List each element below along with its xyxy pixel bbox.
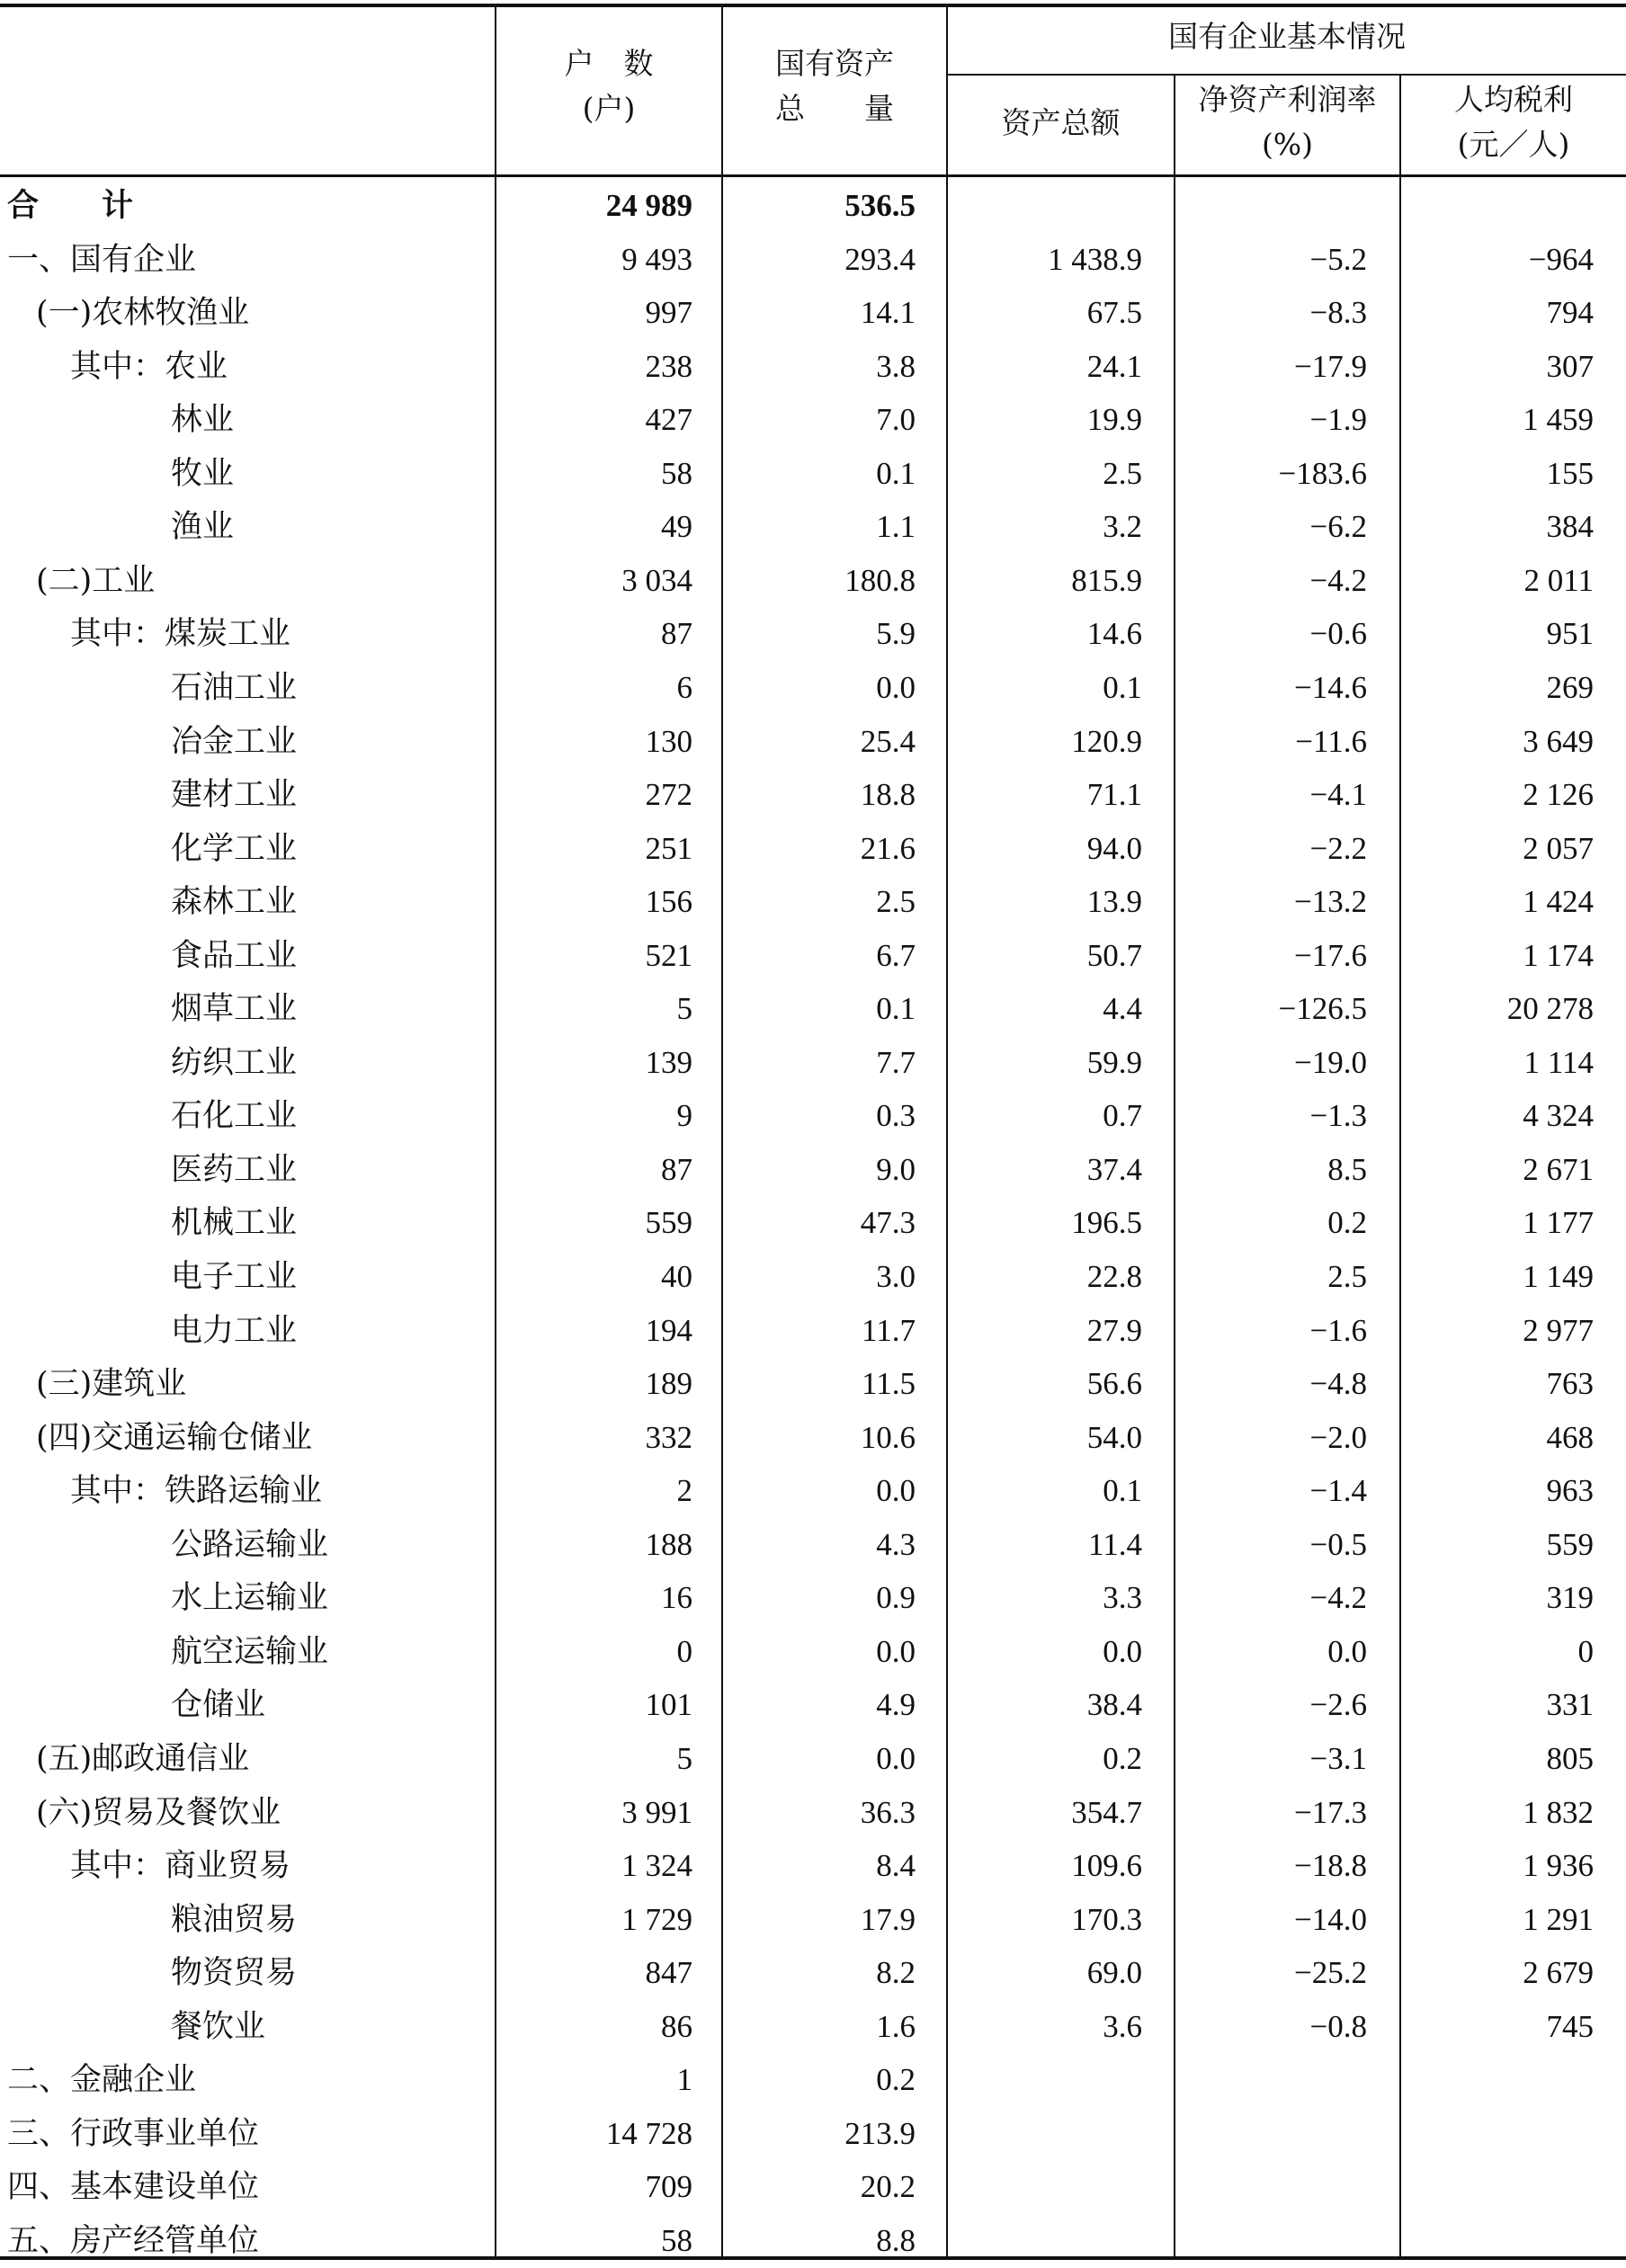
- cell-profit-rate: −0.5: [1309, 1527, 1367, 1562]
- cell-total-assets: 196.5: [1071, 1205, 1142, 1240]
- cell-total-assets: 67.5: [1086, 295, 1142, 330]
- table-row: [0, 286, 1626, 340]
- cell-tax-per-capita: 384: [1546, 509, 1594, 544]
- cell-households: 2: [676, 1473, 692, 1508]
- cell-profit-rate: −4.2: [1309, 563, 1367, 598]
- header-households-line1: 户 数: [564, 46, 654, 81]
- cell-households: 251: [645, 831, 692, 866]
- top-rule: [0, 4, 1626, 7]
- row-label: (六)贸易及餐饮业: [36, 1795, 281, 1831]
- cell-total-assets: [944, 2214, 1142, 2268]
- cell-profit-rate: −2.2: [1309, 831, 1367, 866]
- cell-households: 58: [661, 2223, 692, 2258]
- cell-state-assets: 4.3: [876, 1527, 916, 1562]
- cell-state-assets: 25.4: [860, 724, 916, 759]
- cell-profit-rate: −17.6: [1294, 938, 1367, 973]
- cell-total-assets: 38.4: [1086, 1687, 1142, 1722]
- row-label: 化学工业: [171, 831, 298, 867]
- row-label: 烟草工业: [171, 991, 298, 1027]
- cell-total-assets: [944, 2107, 1142, 2161]
- table-row: [0, 768, 1626, 822]
- cell-households: 3 034: [621, 563, 692, 598]
- cell-households: 9: [676, 1098, 692, 1133]
- cell-state-assets: 1.1: [876, 509, 916, 544]
- cell-households: 559: [645, 1205, 692, 1240]
- cell-state-assets: 0.0: [876, 670, 916, 705]
- cell-households: 14 728: [605, 2116, 692, 2151]
- cell-state-assets: 2.5: [876, 884, 916, 919]
- cell-total-assets: 13.9: [1086, 884, 1142, 919]
- cell-tax-per-capita: 155: [1546, 456, 1594, 491]
- cell-state-assets: 3.0: [876, 1259, 916, 1294]
- cell-tax-per-capita: [1396, 2053, 1594, 2107]
- cell-state-assets: 21.6: [860, 831, 916, 866]
- cell-profit-rate: −1.6: [1309, 1313, 1367, 1348]
- table-row: [0, 2053, 1626, 2107]
- cell-households: 58: [661, 456, 692, 491]
- cell-total-assets: 170.3: [1071, 1902, 1142, 1937]
- cell-profit-rate: −4.8: [1309, 1366, 1367, 1401]
- cell-total-assets: 54.0: [1086, 1420, 1142, 1455]
- row-label: 电子工业: [171, 1259, 298, 1295]
- table-row: [0, 1571, 1626, 1625]
- header-households-line2: (户): [582, 91, 636, 126]
- cell-profit-rate: −183.6: [1278, 456, 1367, 491]
- cell-profit-rate: −6.2: [1309, 509, 1367, 544]
- cell-profit-rate: −126.5: [1278, 991, 1367, 1026]
- header-tax-per-capita-line2: (元／人): [1457, 127, 1570, 162]
- cell-tax-per-capita: 559: [1546, 1527, 1594, 1562]
- cell-profit-rate: −0.6: [1309, 616, 1367, 651]
- cell-state-assets: 7.7: [876, 1045, 916, 1080]
- table-row: [0, 1464, 1626, 1518]
- row-label: 林业: [171, 402, 235, 438]
- cell-tax-per-capita: −964: [1528, 242, 1594, 277]
- header-group-title: [948, 14, 1626, 59]
- row-label: (四)交通运输仓储业: [36, 1420, 313, 1456]
- cell-state-assets: 36.3: [860, 1795, 916, 1830]
- cell-tax-per-capita: 745: [1546, 2009, 1594, 2044]
- cell-profit-rate: −14.0: [1294, 1902, 1367, 1937]
- cell-tax-per-capita: [1396, 2107, 1594, 2161]
- cell-state-assets: 1.6: [876, 2009, 916, 2044]
- cell-total-assets: [944, 2160, 1142, 2214]
- header-tax-per-capita: [1401, 77, 1626, 167]
- cell-tax-per-capita: 1 149: [1523, 1259, 1594, 1294]
- cell-state-assets: 9.0: [876, 1152, 916, 1187]
- table-row: [0, 1786, 1626, 1840]
- cell-total-assets: 50.7: [1086, 938, 1142, 973]
- row-label: 粮油贸易: [171, 1902, 298, 1938]
- header-group-title-text: 国有企业基本情况: [1168, 19, 1406, 54]
- header-total-assets: [948, 101, 1174, 146]
- row-label: 其中：铁路运输业: [70, 1473, 323, 1509]
- table-row: [0, 1250, 1626, 1304]
- cell-profit-rate: [1169, 2107, 1367, 2161]
- cell-households: 997: [645, 295, 692, 330]
- cell-tax-per-capita: 20 278: [1506, 991, 1594, 1026]
- cell-tax-per-capita: 2 671: [1523, 1152, 1594, 1187]
- cell-profit-rate: [1169, 2160, 1367, 2214]
- cell-tax-per-capita: 1 291: [1523, 1902, 1594, 1937]
- cell-households: 5: [676, 1741, 692, 1776]
- cell-state-assets: 10.6: [860, 1420, 916, 1455]
- table-row: [0, 2000, 1626, 2054]
- cell-state-assets: 0.2: [876, 2062, 916, 2097]
- table-row: [0, 233, 1626, 287]
- cell-households: 1 324: [621, 1848, 692, 1883]
- row-label: 仓储业: [171, 1687, 266, 1723]
- row-label: 冶金工业: [171, 724, 298, 760]
- cell-tax-per-capita: 1 114: [1523, 1045, 1594, 1080]
- row-label: 四、基本建设单位: [7, 2169, 260, 2205]
- cell-households: 238: [645, 349, 692, 384]
- row-label: 牧业: [171, 456, 235, 492]
- cell-tax-per-capita: 319: [1546, 1580, 1594, 1615]
- cell-profit-rate: −18.8: [1294, 1848, 1367, 1883]
- table-row: [0, 982, 1626, 1036]
- cell-tax-per-capita: 2 057: [1523, 831, 1594, 866]
- cell-total-assets: 2.5: [1103, 456, 1142, 491]
- table-row: [0, 2107, 1626, 2161]
- table-row: [0, 661, 1626, 715]
- cell-profit-rate: −17.9: [1294, 349, 1367, 384]
- row-label: 医药工业: [171, 1152, 298, 1188]
- cell-state-assets: 0.3: [876, 1098, 916, 1133]
- table-row: [0, 1089, 1626, 1143]
- cell-total-assets: 56.6: [1086, 1366, 1142, 1401]
- cell-tax-per-capita: 269: [1546, 670, 1594, 705]
- header-net-profit-rate-line1: 净资产利润率: [1198, 82, 1377, 117]
- cell-tax-per-capita: 763: [1546, 1366, 1594, 1401]
- row-label: 水上运输业: [171, 1580, 329, 1616]
- cell-profit-rate: −2.0: [1309, 1420, 1367, 1455]
- cell-households: 5: [676, 991, 692, 1026]
- row-label: 一、国有企业: [7, 242, 197, 278]
- cell-state-assets: 6.7: [876, 938, 916, 973]
- cell-total-assets: 0.1: [1103, 1473, 1142, 1508]
- row-label: (一)农林牧渔业: [36, 295, 250, 331]
- cell-total-assets: 109.6: [1071, 1848, 1142, 1883]
- cell-households: 272: [645, 777, 692, 812]
- cell-profit-rate: 0.2: [1327, 1205, 1367, 1240]
- row-label: 石油工业: [171, 670, 298, 706]
- cell-households: 847: [645, 1955, 692, 1990]
- cell-tax-per-capita: 963: [1546, 1473, 1594, 1508]
- table-row: [0, 179, 1626, 233]
- row-label: 森林工业: [171, 884, 298, 920]
- row-label: 其中：农业: [70, 349, 228, 385]
- cell-profit-rate: −1.9: [1309, 402, 1367, 437]
- cell-state-assets: 8.4: [876, 1848, 916, 1883]
- table-row: [0, 875, 1626, 929]
- row-label: (三)建筑业: [36, 1366, 187, 1402]
- cell-households: 3 991: [621, 1795, 692, 1830]
- cell-households: 130: [645, 724, 692, 759]
- cell-total-assets: 3.6: [1103, 2009, 1142, 2044]
- cell-state-assets: 18.8: [860, 777, 916, 812]
- cell-state-assets: 213.9: [844, 2116, 916, 2151]
- row-label: 机械工业: [171, 1205, 298, 1241]
- cell-total-assets: 120.9: [1071, 724, 1142, 759]
- cell-profit-rate: 2.5: [1327, 1259, 1367, 1294]
- cell-profit-rate: −1.3: [1309, 1098, 1367, 1133]
- cell-households: 709: [645, 2169, 692, 2204]
- cell-state-assets: 0.1: [876, 991, 916, 1026]
- cell-households: 0: [676, 1634, 692, 1669]
- cell-state-assets: 14.1: [860, 295, 916, 330]
- cell-total-assets: 14.6: [1086, 616, 1142, 651]
- cell-state-assets: 47.3: [860, 1205, 916, 1240]
- cell-tax-per-capita: 2 126: [1523, 777, 1594, 812]
- row-label: (五)邮政通信业: [36, 1741, 250, 1777]
- row-label: 渔业: [171, 509, 235, 545]
- cell-profit-rate: −25.2: [1294, 1955, 1367, 1990]
- cell-households: 332: [645, 1420, 692, 1455]
- cell-tax-per-capita: [1396, 2160, 1594, 2214]
- cell-households: 86: [661, 2009, 692, 2044]
- cell-state-assets: 8.2: [876, 1955, 916, 1990]
- header-tax-per-capita-line1: 人均税利: [1454, 82, 1573, 117]
- cell-profit-rate: −11.6: [1295, 724, 1367, 759]
- cell-profit-rate: −2.6: [1309, 1687, 1367, 1722]
- cell-state-assets: 7.0: [876, 402, 916, 437]
- cell-state-assets: 8.8: [876, 2223, 916, 2258]
- cell-households: 194: [645, 1313, 692, 1348]
- table-row: [0, 340, 1626, 394]
- table-row: [0, 1143, 1626, 1197]
- cell-state-assets: 3.8: [876, 349, 916, 384]
- cell-total-assets: 19.9: [1086, 402, 1142, 437]
- row-label: 三、行政事业单位: [7, 2116, 260, 2152]
- cell-profit-rate: 8.5: [1327, 1152, 1367, 1187]
- table-row: [0, 447, 1626, 501]
- header-state-assets-line1: 国有资产: [775, 46, 894, 81]
- cell-total-assets: 37.4: [1086, 1152, 1142, 1187]
- header-state-assets: [723, 41, 946, 131]
- cell-profit-rate: −4.1: [1309, 777, 1367, 812]
- table-row: [0, 822, 1626, 876]
- cell-profit-rate: −3.1: [1309, 1741, 1367, 1776]
- cell-tax-per-capita: 2 679: [1523, 1955, 1594, 1990]
- table-row: [0, 1732, 1626, 1786]
- cell-total-assets: 94.0: [1086, 831, 1142, 866]
- cell-total-assets: 0.7: [1103, 1098, 1142, 1133]
- table-row: [0, 1518, 1626, 1572]
- cell-profit-rate: −8.3: [1309, 295, 1367, 330]
- cell-total-assets: 0.2: [1103, 1741, 1142, 1776]
- table-row: [0, 393, 1626, 447]
- row-label: 纺织工业: [171, 1045, 298, 1081]
- cell-tax-per-capita: 1 459: [1523, 402, 1594, 437]
- cell-state-assets: 0.9: [876, 1580, 916, 1615]
- table-row: [0, 1357, 1626, 1411]
- row-label: 餐饮业: [171, 2009, 266, 2045]
- cell-total-assets: [944, 179, 1142, 233]
- row-label: 航空运输业: [171, 1634, 329, 1670]
- table-row: [0, 715, 1626, 769]
- table-row: [0, 500, 1626, 554]
- cell-state-assets: 4.9: [876, 1687, 916, 1722]
- cell-state-assets: 17.9: [860, 1902, 916, 1937]
- cell-total-assets: 815.9: [1071, 563, 1142, 598]
- cell-households: 9 493: [621, 242, 692, 277]
- table-row: [0, 1304, 1626, 1358]
- table-row: [0, 1625, 1626, 1679]
- cell-tax-per-capita: 4 324: [1523, 1098, 1594, 1133]
- cell-tax-per-capita: 1 832: [1523, 1795, 1594, 1830]
- cell-households: 49: [661, 509, 692, 544]
- cell-total-assets: 354.7: [1071, 1795, 1142, 1830]
- cell-total-assets: [944, 2053, 1142, 2107]
- cell-tax-per-capita: 3 649: [1523, 724, 1594, 759]
- cell-total-assets: 0.0: [1103, 1634, 1142, 1669]
- cell-profit-rate: −19.0: [1294, 1045, 1367, 1080]
- cell-total-assets: 22.8: [1086, 1259, 1142, 1294]
- row-label: 公路运输业: [171, 1527, 329, 1563]
- cell-profit-rate: −4.2: [1309, 1580, 1367, 1615]
- cell-households: 427: [645, 402, 692, 437]
- cell-state-assets: 180.8: [844, 563, 916, 598]
- table-row: [0, 607, 1626, 661]
- cell-tax-per-capita: 331: [1546, 1687, 1594, 1722]
- cell-tax-per-capita: 794: [1546, 295, 1594, 330]
- cell-tax-per-capita: 1 424: [1523, 884, 1594, 919]
- cell-state-assets: 0.0: [876, 1634, 916, 1669]
- cell-total-assets: 4.4: [1103, 991, 1142, 1026]
- cell-households: 188: [645, 1527, 692, 1562]
- table-row: [0, 554, 1626, 608]
- cell-households: 1 729: [621, 1902, 692, 1937]
- table-row: [0, 1678, 1626, 1732]
- cell-total-assets: 3.3: [1103, 1580, 1142, 1615]
- header-bottom-rule: [0, 174, 1626, 177]
- row-label: 物资贸易: [171, 1955, 298, 1991]
- cell-tax-per-capita: [1396, 2214, 1594, 2268]
- cell-state-assets: 0.0: [876, 1741, 916, 1776]
- cell-households: 24 989: [605, 188, 692, 223]
- table-row: [0, 1893, 1626, 1947]
- cell-state-assets: 0.1: [876, 456, 916, 491]
- cell-households: 156: [645, 884, 692, 919]
- cell-households: 101: [645, 1687, 692, 1722]
- cell-households: 189: [645, 1366, 692, 1401]
- cell-profit-rate: [1169, 2053, 1367, 2107]
- row-label: 五、房产经管单位: [7, 2223, 260, 2259]
- table-row: [0, 2214, 1626, 2268]
- table-row: [0, 2160, 1626, 2214]
- header-households: [496, 41, 721, 131]
- cell-profit-rate: [1169, 179, 1367, 233]
- cell-state-assets: 293.4: [844, 242, 916, 277]
- row-label: 其中：煤炭工业: [70, 616, 291, 652]
- cell-tax-per-capita: 307: [1546, 349, 1594, 384]
- cell-state-assets: 11.7: [862, 1313, 916, 1348]
- cell-tax-per-capita: 805: [1546, 1741, 1594, 1776]
- table-row: [0, 1196, 1626, 1250]
- cell-total-assets: 59.9: [1086, 1045, 1142, 1080]
- cell-profit-rate: −17.3: [1294, 1795, 1367, 1830]
- cell-total-assets: 69.0: [1086, 1955, 1142, 1990]
- header-net-profit-rate: [1175, 77, 1399, 167]
- cell-tax-per-capita: 2 977: [1523, 1313, 1594, 1348]
- group-header-rule: [948, 74, 1626, 76]
- cell-profit-rate: −1.4: [1309, 1473, 1367, 1508]
- cell-tax-per-capita: 468: [1546, 1420, 1594, 1455]
- cell-households: 87: [661, 1152, 692, 1187]
- cell-total-assets: 11.4: [1088, 1527, 1142, 1562]
- cell-total-assets: 71.1: [1086, 777, 1142, 812]
- row-label: 合 计: [7, 187, 134, 224]
- table-row: [0, 1411, 1626, 1465]
- table-row: [0, 1036, 1626, 1090]
- cell-households: 521: [645, 938, 692, 973]
- cell-tax-per-capita: 0: [1577, 1634, 1594, 1669]
- row-label: 建材工业: [171, 777, 298, 813]
- cell-total-assets: 0.1: [1103, 670, 1142, 705]
- cell-profit-rate: −0.8: [1309, 2009, 1367, 2044]
- table-row: [0, 929, 1626, 983]
- cell-profit-rate: 0.0: [1327, 1634, 1367, 1669]
- row-label: 其中：商业贸易: [70, 1848, 291, 1884]
- cell-total-assets: 27.9: [1086, 1313, 1142, 1348]
- cell-tax-per-capita: [1396, 179, 1594, 233]
- cell-households: 1: [676, 2062, 692, 2097]
- cell-households: 87: [661, 616, 692, 651]
- cell-households: 16: [661, 1580, 692, 1615]
- table-row: [0, 1839, 1626, 1893]
- cell-profit-rate: [1169, 2214, 1367, 2268]
- cell-profit-rate: −14.6: [1294, 670, 1367, 705]
- cell-state-assets: 0.0: [876, 1473, 916, 1508]
- cell-state-assets: 536.5: [844, 188, 916, 223]
- header-state-assets-line2: 总 量: [775, 91, 894, 126]
- row-label: (二)工业: [36, 563, 156, 599]
- row-label: 二、金融企业: [7, 2062, 197, 2098]
- row-label: 食品工业: [171, 938, 298, 974]
- cell-total-assets: 1 438.9: [1048, 242, 1142, 277]
- table-row: [0, 1946, 1626, 2000]
- cell-total-assets: 3.2: [1103, 509, 1142, 544]
- cell-state-assets: 20.2: [860, 2169, 916, 2204]
- cell-state-assets: 5.9: [876, 616, 916, 651]
- cell-households: 40: [661, 1259, 692, 1294]
- cell-households: 139: [645, 1045, 692, 1080]
- cell-state-assets: 11.5: [862, 1366, 916, 1401]
- cell-tax-per-capita: 2 011: [1523, 563, 1594, 598]
- cell-tax-per-capita: 951: [1546, 616, 1594, 651]
- header-total-assets-text: 资产总额: [1001, 105, 1121, 140]
- cell-tax-per-capita: 1 174: [1523, 938, 1594, 973]
- cell-total-assets: 24.1: [1086, 349, 1142, 384]
- header-net-profit-rate-line2: (%): [1261, 127, 1314, 162]
- cell-profit-rate: −5.2: [1309, 242, 1367, 277]
- cell-households: 6: [676, 670, 692, 705]
- cell-tax-per-capita: 1 936: [1523, 1848, 1594, 1883]
- cell-profit-rate: −13.2: [1294, 884, 1367, 919]
- cell-tax-per-capita: 1 177: [1523, 1205, 1594, 1240]
- row-label: 电力工业: [171, 1313, 298, 1349]
- row-label: 石化工业: [171, 1098, 298, 1134]
